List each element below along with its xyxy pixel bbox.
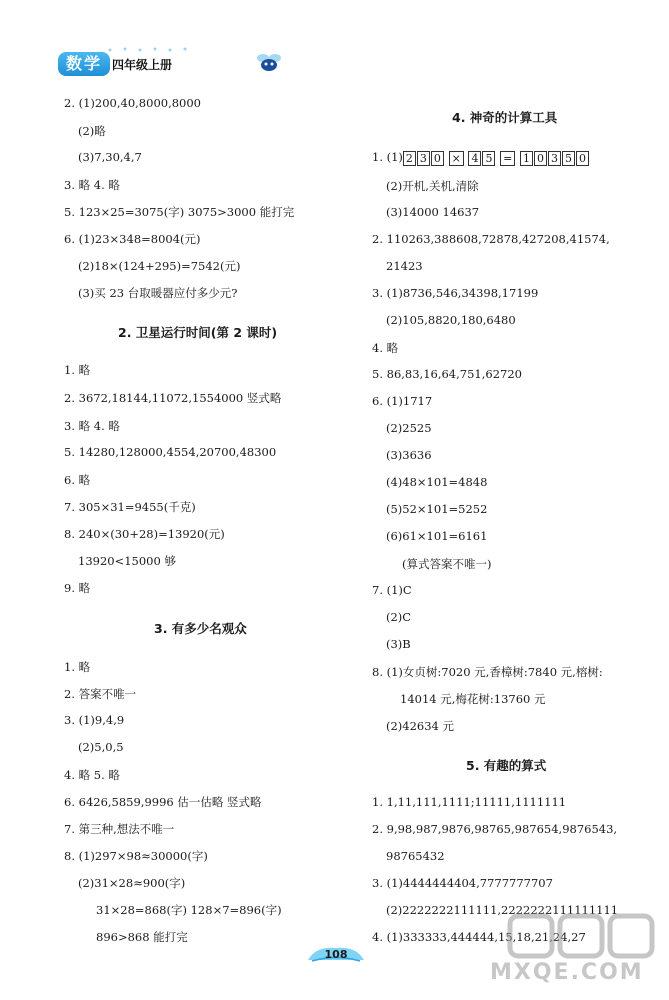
grade-label: 四年级上册 bbox=[112, 58, 173, 72]
answer-line: 9. 略 bbox=[64, 581, 91, 595]
key-box: = bbox=[500, 151, 515, 166]
answer-line: 3. (1)9,4,9 bbox=[64, 713, 125, 727]
answer-line: 2. 答案不唯一 bbox=[64, 687, 137, 701]
section-title: 5. 有趣的算式 bbox=[466, 758, 547, 773]
answer-prefix: 1. (1) bbox=[372, 150, 403, 164]
answer-line: 5. 86,83,16,64,751,62720 bbox=[372, 367, 522, 381]
answer-line: 8. 240×(30+28)=13920(元) bbox=[64, 527, 225, 541]
watermark-seal-icon bbox=[470, 910, 660, 965]
answer-line-calculator bbox=[372, 150, 590, 166]
answer-line: (3)3636 bbox=[386, 448, 432, 462]
key-box: 5 bbox=[562, 151, 575, 166]
answer-line: 7. (1)C bbox=[372, 583, 412, 597]
answer-line: 4. (1)333333,444444,15,18,21,24,27 bbox=[372, 930, 586, 944]
answer-line: (2)2222222111111,2222222111111111 bbox=[386, 903, 619, 917]
answer-line: (2)31×28≈900(字) bbox=[78, 876, 186, 890]
answer-line: (2)开机,关机,清除 bbox=[386, 179, 479, 193]
answer-line: 3. (1)8736,546,34398,17199 bbox=[372, 286, 539, 300]
answer-line: 13920<15000 够 bbox=[78, 554, 176, 568]
key-box: 2 bbox=[403, 151, 416, 166]
key-box: 0 bbox=[431, 151, 444, 166]
answer-line: (6)61×101=6161 bbox=[386, 529, 488, 543]
answer-line: 4. 略 5. 略 bbox=[64, 768, 120, 782]
page-number-badge bbox=[306, 944, 366, 964]
answer-line: (2)105,8820,180,6480 bbox=[386, 313, 516, 327]
answer-line: 4. 略 bbox=[372, 341, 399, 355]
section-title: 4. 神奇的计算工具 bbox=[452, 110, 558, 125]
answer-line: 6. (1)1717 bbox=[372, 394, 433, 408]
answer-line: 21423 bbox=[386, 259, 423, 273]
answer-line: (2)略 bbox=[78, 124, 106, 138]
key-box: 3 bbox=[548, 151, 561, 166]
watermark-text: MXQE.COM bbox=[490, 960, 644, 985]
answer-line: (2)18×(124+295)=7542(元) bbox=[78, 259, 241, 273]
answer-line: 7. 第三种,想法不唯一 bbox=[64, 822, 175, 836]
answer-line: 2. 3672,18144,11072,1554000 竖式略 bbox=[64, 391, 282, 405]
answer-line: 2. (1)200,40,8000,8000 bbox=[64, 96, 202, 110]
answer-line: 8. (1)女贞树:7020 元,香樟树:7840 元,榕树: bbox=[372, 665, 603, 679]
answer-line: 31×28=868(字) 128×7=896(字) bbox=[96, 903, 282, 917]
key-box: × bbox=[449, 151, 464, 166]
ladybug-icon bbox=[254, 50, 284, 74]
key-box: 4 bbox=[468, 151, 481, 166]
answer-line: 1. 略 bbox=[64, 660, 91, 674]
answer-line: 5. 14280,128000,4554,20700,48300 bbox=[64, 445, 277, 459]
answer-line: 98765432 bbox=[386, 849, 445, 863]
answer-line: 7. 305×31=9455(千克) bbox=[64, 500, 196, 514]
key-box: 1 bbox=[520, 151, 533, 166]
answer-line: 1. 略 bbox=[64, 363, 91, 377]
answer-line: (3)B bbox=[386, 637, 411, 651]
key-box: 0 bbox=[576, 151, 589, 166]
answer-line: (2)C bbox=[386, 610, 412, 624]
answer-line: 3. 略 4. 略 bbox=[64, 419, 120, 433]
answer-line: (2)42634 元 bbox=[386, 719, 455, 733]
answer-line: (3)14000 14637 bbox=[386, 205, 480, 219]
answer-line: (3)7,30,4,7 bbox=[78, 150, 142, 164]
key-box: 3 bbox=[417, 151, 430, 166]
answer-line: 1. 1,11,111,1111;11111,1111111 bbox=[372, 795, 567, 809]
answer-line: 2. 9,98,987,9876,98765,987654,9876543, bbox=[372, 822, 618, 836]
answer-line: (2)2525 bbox=[386, 421, 432, 435]
answer-line: 3. (1)4444444404,7777777707 bbox=[372, 876, 553, 890]
answer-line: 6. (1)23×348=8004(元) bbox=[64, 232, 201, 246]
key-box: 0 bbox=[534, 151, 547, 166]
answer-line: (2)5,0,5 bbox=[78, 740, 124, 754]
watermark bbox=[470, 910, 660, 990]
answer-line: 896>868 能打完 bbox=[96, 930, 188, 944]
answer-line: (3)买 23 台取暖器应付多少元? bbox=[78, 286, 238, 300]
section-title: 3. 有多少名观众 bbox=[154, 621, 247, 636]
answer-line: (5)52×101=5252 bbox=[386, 502, 488, 516]
answer-line: 2. 110263,388608,72878,427208,41574, bbox=[372, 232, 610, 246]
answer-line: 3. 略 4. 略 bbox=[64, 178, 120, 192]
answer-line: (4)48×101=4848 bbox=[386, 475, 488, 489]
answer-line: 6. 6426,5859,9996 估一估略 竖式略 bbox=[64, 795, 262, 809]
section-title: 2. 卫星运行时间(第 2 课时) bbox=[118, 325, 278, 340]
key-box: 5 bbox=[482, 151, 495, 166]
answer-line: 5. 123×25=3075(字) 3075>3000 能打完 bbox=[64, 205, 295, 219]
answer-line: 6. 略 bbox=[64, 473, 91, 487]
answer-note: (算式答案不唯一) bbox=[402, 557, 492, 571]
calculator-keys bbox=[403, 151, 590, 166]
subject-logo: 数学 bbox=[58, 52, 110, 76]
page-number: 108 bbox=[324, 948, 348, 961]
answer-line: 14014 元,梅花树:13760 元 bbox=[400, 692, 546, 706]
answer-line: 8. (1)297×98≈30000(字) bbox=[64, 849, 208, 863]
